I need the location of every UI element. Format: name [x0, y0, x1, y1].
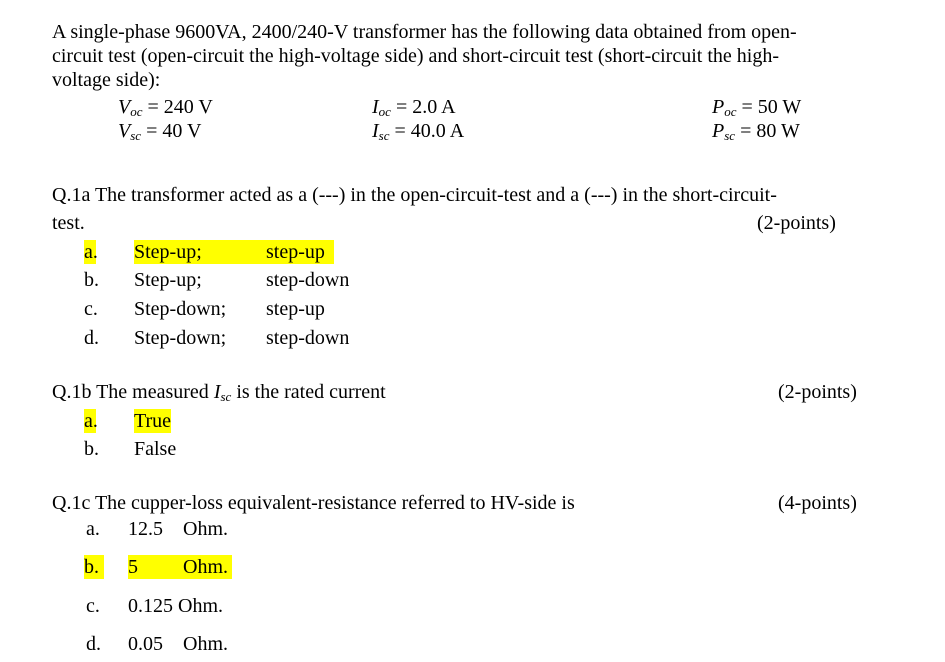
q1a-question-line-2: test.	[52, 212, 85, 234]
poc-value: $P_{oc} = 50$ W	[712, 96, 802, 119]
ioc-value: $I_{oc} = 2.0$ A	[372, 96, 456, 119]
q1c-option-d-letter[interactable]: d.	[86, 633, 101, 655]
intro-line-2: circuit test (open-circuit the high-voltage side) and short-circuit test (short-circuit the high-	[52, 45, 779, 67]
q1a-option-b-first[interactable]: Step-up;	[134, 269, 202, 291]
q1b-option-b-letter[interactable]: b.	[84, 438, 99, 460]
voc-value: $V_{oc} = 240$ V	[118, 96, 213, 119]
intro-line-3: voltage side):	[52, 69, 161, 91]
q1a-option-c-first[interactable]: Step-down;	[134, 298, 227, 320]
q1c-option-d-value[interactable]: 0.05	[128, 633, 163, 655]
q1a-option-c-second[interactable]: step-up	[266, 298, 325, 320]
q1c-option-a-letter[interactable]: a.	[86, 518, 100, 540]
q1c-option-b-unit[interactable]: Ohm.	[183, 556, 228, 578]
q1a-option-a-first[interactable]: Step-up;	[134, 240, 334, 264]
q1a-option-d-letter[interactable]: d.	[84, 327, 99, 349]
q1a-option-c-letter[interactable]: c.	[84, 298, 98, 320]
q1b-option-b-text[interactable]: False	[134, 438, 177, 460]
intro-line-1: A single-phase 9600VA, 2400/240-V transformer has the following data obtained from open-	[52, 21, 797, 43]
q1a-option-a-second[interactable]: step-up	[266, 241, 325, 263]
q1b-option-a-letter[interactable]: a.	[84, 410, 98, 432]
q1a-option-b-letter[interactable]: b.	[84, 269, 99, 291]
q1a-question-line-1: Q.1a The transformer acted as a (---) in the open-circuit-test and a (---) in the short-circuit-	[52, 184, 777, 206]
q1b-question: Q.1b The measured $I_{sc}$ is the rated current	[52, 381, 386, 404]
q1c-option-d-unit[interactable]: Ohm.	[183, 633, 228, 655]
q1c-option-c-letter[interactable]: c.	[86, 595, 100, 617]
q1c-question: Q.1c The cupper-loss equivalent-resistance referred to HV-side is	[52, 492, 575, 514]
q1c-option-a-unit[interactable]: Ohm.	[183, 518, 228, 540]
q1a-option-b-second[interactable]: step-down	[266, 269, 350, 291]
q1c-option-a-value[interactable]: 12.5	[128, 518, 163, 540]
q1a-option-d-first[interactable]: Step-down;	[134, 327, 227, 349]
q1b-points: (2-points)	[778, 381, 857, 403]
q1c-option-b-value[interactable]: 5	[128, 555, 232, 579]
q1b-option-a-text[interactable]: True	[134, 410, 172, 432]
psc-value: $P_{sc} = 80$ W	[712, 120, 800, 143]
isc-value: $I_{sc} = 40.0$ A	[372, 120, 465, 143]
vsc-value: $V_{sc} = 40$ V	[118, 120, 202, 143]
q1a-option-d-second[interactable]: step-down	[266, 327, 350, 349]
q1c-option-c-value[interactable]: 0.125 Ohm.	[128, 595, 223, 617]
q1c-points: (4-points)	[778, 492, 857, 514]
q1a-points: (2-points)	[757, 212, 836, 234]
q1a-option-a-letter[interactable]: a.	[84, 241, 98, 263]
q1c-option-b-letter[interactable]: b.	[84, 555, 104, 579]
